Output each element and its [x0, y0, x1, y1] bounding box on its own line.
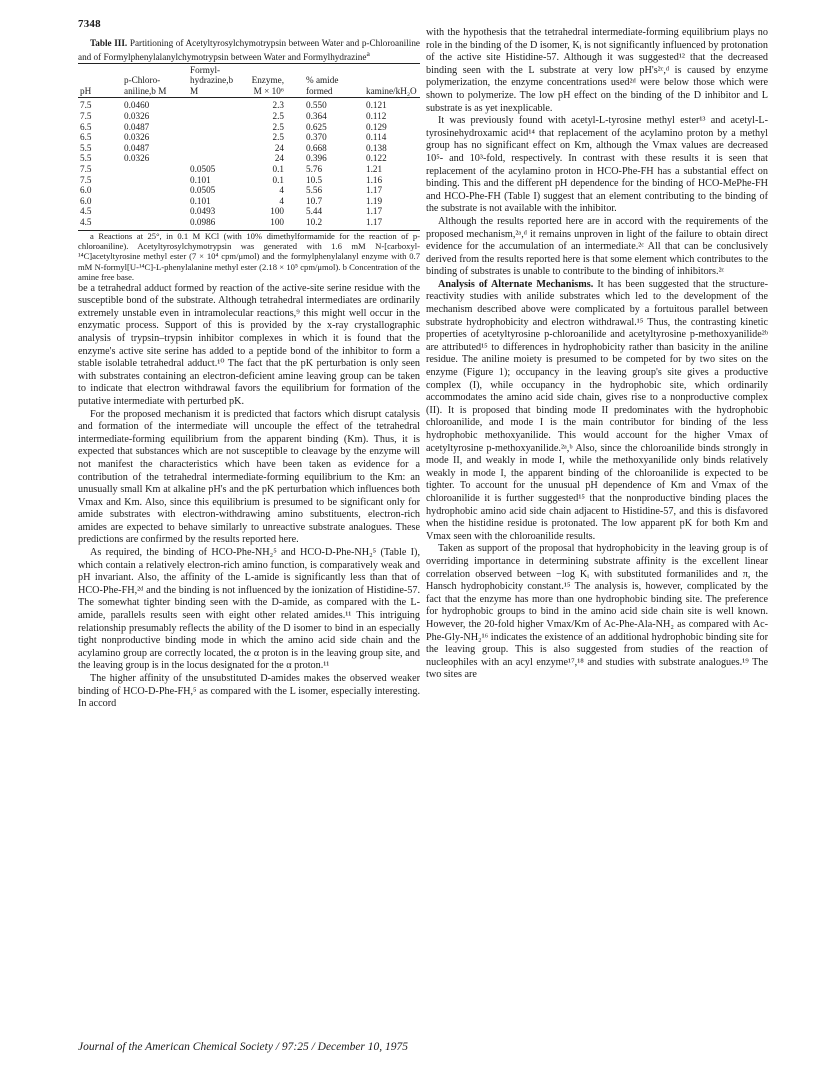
body-paragraph: be a tetrahedral adduct formed by reaction of the active-site serine residue with the susceptible bond of the substrate. Although tetrahedral intermediates are ordinarily extremely unstable even in intramolecular reactions,⁹ this might well occur in the enzymatic process. Support of this is provided by the x-ray crystallographic analysis of trypsin–trypsin inhibitor complexes in which it is found that the enzyme's active site serine has added to a peptide bond of the inhibitor to form a stable isolable tetrahedral adduct.¹⁰ The fact that the pK perturbation is only seen with substrates containing an electron-deficient amine leaving group can be taken to indicate that electron withdrawal favors the equilibrium for formation of the putative intermediate with perturbed pK.	[78, 282, 420, 407]
table-cell	[110, 164, 184, 175]
table-row	[78, 175, 420, 186]
table-cell: 0.0986	[184, 217, 244, 230]
section-heading: Analysis of Alternate Mechanisms.	[438, 278, 594, 290]
table-cell: 2.5	[272, 121, 284, 132]
table-cell: 5.5	[80, 142, 92, 153]
table-cell: 1.17	[366, 185, 383, 196]
table-footnote: a Reactions at 25°, in 0.1 M KCl (with 10% dimethylformamide for the reaction of p-chloroaniline). Acetyltyrosylchymotrypsin was generated with 1.6 mM N-[carboxyl-¹⁴C]acetyltyrosine methyl ester (7 × 10⁴ cpm/μmol) and the formylphenylalanyl enzyme with 0.7 mM N-formyl[U-¹⁴C]-L-phenylalanine methyl ester (2.18 × 10⁵ cpm/μmol). b Concentration of the amine free base.	[78, 230, 420, 283]
table-cell: 0.396	[306, 153, 327, 164]
table-cell	[184, 111, 244, 122]
table-row	[78, 196, 420, 207]
table-cell	[184, 98, 244, 111]
table-cell	[110, 196, 184, 207]
table-cell: 100	[244, 217, 290, 230]
table-caption	[78, 38, 420, 63]
table-cell: 0.122	[366, 153, 387, 164]
table-cell	[184, 122, 244, 133]
body-paragraph: The higher affinity of the unsubstituted D-amides makes the observed weaker binding of HCO-D-Phe-FH,⁵ as compared with the L isomer, especially interesting. In accord	[78, 673, 420, 710]
table-cell: 6.0	[80, 195, 92, 206]
table-cell: 5.76	[306, 164, 323, 174]
table-cell: 4.5	[80, 206, 92, 217]
table-row	[78, 132, 420, 143]
body-paragraph: Although the results reported here are in accord with the requirements of the proposed mechanism,²ᵃ,ᵈ it remains unproven in light of the failure to obtain direct evidence for the accumulation of an intermediate.²ᶜ All that can be conclusively derived from the results reported here is that some element which contributes to the binding of substrates is unable to contribute to the binding of inhibitors.²ᶜ	[426, 215, 768, 278]
table-cell: 0.0460	[124, 100, 150, 111]
journal-footer: Journal of the American Chemical Society / 97:25 / December 10, 1975	[78, 1041, 409, 1053]
table-cell: 0.370	[306, 132, 327, 143]
table-cell: 24	[274, 142, 284, 153]
page-number: 7348	[78, 18, 101, 30]
table-row	[78, 164, 420, 175]
table-cell: 1.16	[366, 174, 383, 185]
table-cell: 0.112	[366, 111, 387, 122]
table-row	[78, 217, 420, 230]
table-cell: 0.138	[366, 142, 387, 153]
table-row	[78, 185, 420, 196]
table-cell: 0.101	[190, 195, 211, 206]
table-cell: 0.0493	[190, 206, 216, 217]
section-paragraph	[426, 279, 768, 543]
table-cell: 0.0487	[124, 142, 150, 153]
table-cell: 1.17	[358, 217, 420, 230]
table-cell	[184, 143, 244, 154]
table-row	[78, 98, 420, 111]
table-cell: 5.5	[80, 153, 92, 164]
table-cell: 4.5	[78, 217, 110, 230]
table-header-cell: kamine/kH₂O	[358, 63, 420, 98]
body-paragraph: For the proposed mechanism it is predicted that factors which disrupt catalysis and formation of the intermediate will uncouple the effect of the tetrahedral intermediate-forming equilibrium from the apparent binding (Km). Thus, it is expected that substances which are not susceptible to cleavage by the enzyme will not manifest the characteristics which have been taken as evidence for a contribution of the tetrahedral intermediate-forming equilibrium to the Km: an unusually small Km at alkaline pH's and the pK perturbation which influences both Vmax and Km. Also, since this equilibrium is presumed to be significant only for amide substrates with electron-withdrawing amino substituents, electron-rich amides are expected to behave similarly to unreactive substrate analogues. These predictions are confirmed by the results reported here.	[78, 408, 420, 546]
table-header-row	[78, 63, 420, 98]
table-cell: 0.0505	[190, 164, 216, 174]
table-cell: 5.44	[306, 206, 323, 217]
table-cell	[110, 185, 184, 196]
table-caption-label: Table III.	[90, 38, 128, 48]
table-row	[78, 206, 420, 217]
table-cell: 0.1	[272, 164, 284, 174]
table-header-cell: Enzyme, M × 10⁶	[244, 63, 290, 98]
table-cell	[184, 132, 244, 143]
table-header-cell: % amide formed	[290, 63, 358, 98]
table-cell: 0.0505	[190, 185, 216, 196]
table-cell: 7.5	[80, 174, 92, 185]
table-row	[78, 143, 420, 154]
table-cell: 0.114	[366, 132, 387, 143]
table-cell: 7.5	[80, 100, 92, 111]
table-cell	[110, 175, 184, 186]
table-cell: 6.5	[80, 121, 92, 132]
section-text: It has been suggested that the structure-reactivity studies with anilide substrates which led to the development of the mechanism described above were complicated by a fortuitous parallel between substrate hydrophobicity and electron withdrawal.¹⁵ Thus, the contrasting kinetic properties of acetyltyrosine p-chloroanilide and acetyltyrosine p-methoxyanilide²ᵇ are attributed¹⁵ to differences in hydrophobicity rather than basicity in the aniline residue. The aniline moiety is presumed to be competed for by two sites on the enzyme (Figure 1); occupancy in the leaving group's site gives a productive complex (I), while occupancy in the hydrophobic site, which ordinarily accommodates the amino acid side chain, gives rise to a nonproductive complex (II). It is proposed that binding mode II predominates with the hydrophobic chloroanilide, and mode I is the main contributor for binding of the less hydrophobic methoxyanilide. This would account for the higher Vmax of acetyltyrosine p-methoxyanilide.²ᵃ,ᵇ Also, since the chloroanilide binds strongly in mode II, and weakly in mode I, while the methoxyanilide only binds relatively weakly in mode I, the apparent binding of the chloroanilide is expected to be tighter. To account for the unusual pH dependence of Km and Vmax of the chloroanilide it is further suggested¹⁵ that the nonproductive binding places the hydrophobic amino acid side chain adjacent to Histidine-57, and this is disfavored when the histidine residue is protonated. The low apparent pK for both Km and Vmax seen with the chloroanilide results.	[426, 278, 769, 542]
table-cell: 4	[279, 185, 284, 196]
table-caption-text: Partitioning of Acetyltyrosylchymotrypsin between Water and p-Chloroaniline and of Formylphenylalanylchymotrypsin between Water and Formylhydrazine	[78, 38, 421, 62]
table-cell: 0.1	[272, 174, 284, 185]
table-header-cell: p-Chloro-aniline,b M	[110, 63, 184, 98]
body-paragraph: As required, the binding of HCO-Phe-NH₂⁵ and HCO-D-Phe-NH₂⁵ (Table I), which contain a relatively electron-rich amino function, is comparatively weak and pH invariant. Also, the affinity of the L-amide is significantly less than that of HCO-Phe-FH,²ᵈ and the binding is not influenced by the ionization of Histidine-57. The somewhat tighter binding seen with the D-amide, as compared with the L-amide, parallels results seen with eight other related amides.¹¹ This intriguing relationship presumably reflects the ability of the D isomer to bind in an especially tight nonproductive binding mode in which the amino acid side chain and the acylamino group are correctly located, the α proton is in the leaving group site, and the leaving group is in the locus designated for the α proton.¹¹	[78, 547, 420, 672]
table-cell: 0.0326	[124, 153, 150, 164]
table-row	[78, 122, 420, 133]
body-paragraph: It was previously found with acetyl-L-tyrosine methyl ester¹³ and acetyl-L-tyrosinehydroxamic acid¹⁴ that replacement of the acylamino proton by a methyl group has no significant effect on Km, although the Vmax values are decreased 10⁵- and 10³-fold, respectively. In contrast with these results it is seen that replacement of the acylamino proton in HCO-Phe-FH has a substantial effect on binding. This and the different pH dependence for the binding of HCO-MePhe-FH and HCO-Phe-FH (Table I) suggest that an element contributing to the binding of the substrate is not available with the inhibitor.	[426, 115, 768, 215]
table-cell: 0.129	[366, 121, 387, 132]
body-paragraph: Taken as support of the proposal that hydrophobicity in the leaving group is of overriding importance in determining substrate affinity is the excellent linear correlation observed between −log Kᵢ with substituted formanilides and π, the Hansch hydrophobicity constant.¹⁵ The analysis is, however, complicated by the fact that the enzyme has more than one hydrophobic binding site. The preference for hydrophobic groups to bind in the amino acid side chain site is well known. However, the 20-fold higher Vmax/Km of Ac-Phe-Ala-NH₂ as compared with Ac-Phe-Gly-NH₂¹⁶ indicates the existence of an additional hydrophobic binding site for the leaving group. This is also suggested from studies of the reaction of nucleophiles with an acyl enzyme¹⁷,¹⁸ and studies with substrate analogues.¹⁹ The two sites are	[426, 543, 768, 681]
table-header-cell: Formyl-hydrazine,b M	[184, 63, 244, 98]
partitioning-table	[78, 63, 420, 231]
table-cell	[110, 217, 184, 230]
table-cell: 0.0326	[124, 111, 150, 122]
table-cell: 7.5	[80, 111, 92, 122]
table-cell: 10.7	[306, 195, 323, 206]
table-cell: 6.0	[80, 185, 92, 196]
table-cell: 7.5	[80, 164, 92, 174]
right-column	[426, 27, 768, 682]
table-cell: 2.5	[272, 111, 284, 122]
table-cell: 10.5	[306, 174, 323, 185]
table-cell: 4	[279, 195, 284, 206]
table-header-cell: pH	[78, 63, 110, 98]
table-cell: 5.56	[306, 185, 323, 196]
table-cell: 0.625	[306, 121, 327, 132]
table-cell: 1.19	[366, 195, 383, 206]
table-row	[78, 111, 420, 122]
table-cell: 2.3	[272, 100, 284, 111]
table-cell	[110, 206, 184, 217]
table-cell: 1.21	[366, 164, 383, 174]
table-cell: 1.17	[366, 206, 383, 217]
table-cell: 0.121	[366, 100, 387, 111]
left-column	[78, 38, 420, 711]
table-cell: 100	[270, 206, 284, 217]
table-cell: 10.2	[290, 217, 358, 230]
table-cell: 0.550	[306, 100, 327, 111]
body-paragraph: with the hypothesis that the tetrahedral intermediate-forming equilibrium plays no role in the binding of the D isomer, Kᵢ is not significantly influenced by protonation of the active site Histidine-57. Although it was suggested¹² that the decreased binding seen with the L substrate at very low pH's²ᶜ,ᵈ is caused by enzyme polymerization, the enzyme concentrations used²ᵈ were below those which were shown to polymerize. The low pH effect on the binding of the D inhibitor and L substrate is as yet inexplicable.	[426, 27, 768, 114]
table-cell: 6.5	[80, 132, 92, 143]
table-body	[78, 98, 420, 230]
table-caption-note: a	[366, 48, 370, 58]
table-cell: 0.101	[190, 174, 211, 185]
table-row	[78, 153, 420, 164]
table-cell: 0.0326	[124, 132, 150, 143]
table-cell: 24	[274, 153, 284, 164]
table-cell: 0.364	[306, 111, 327, 122]
table-cell: 2.5	[272, 132, 284, 143]
table-cell: 0.0487	[124, 121, 150, 132]
table-cell	[184, 153, 244, 164]
table-cell: 0.668	[306, 142, 327, 153]
